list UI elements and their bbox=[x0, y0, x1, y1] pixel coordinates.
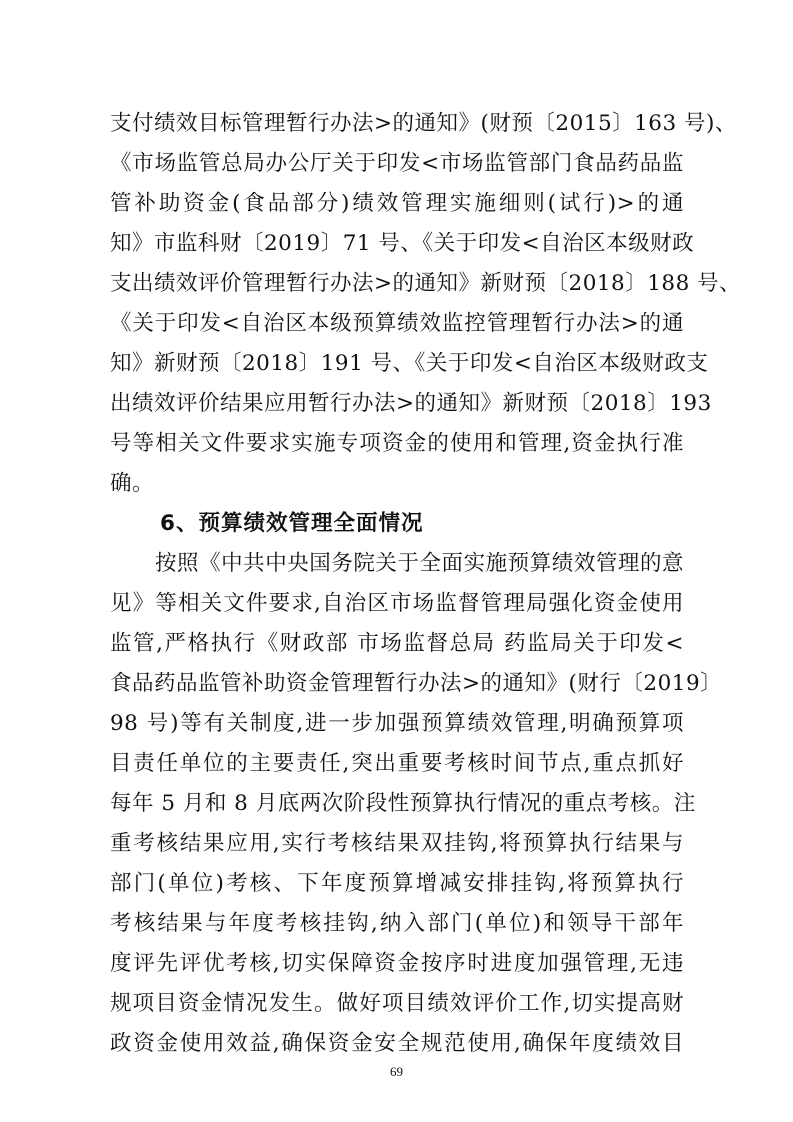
body-text-line: 度评先评优考核,切实保障资金按序时进度加强管理,无违 bbox=[110, 951, 684, 976]
section-heading: 6、预算绩效管理全面情况 bbox=[160, 511, 424, 536]
page-number: 69 bbox=[390, 1064, 403, 1079]
body-text-line: 知》市监科财〔2019〕71 号、《关于印发<自治区本级财政 bbox=[110, 231, 695, 256]
body-text-line: 政资金使用效益,确保资金安全规范使用,确保年度绩效目 bbox=[110, 1031, 684, 1056]
body-text-line: 目责任单位的主要责任,突出重要考核时间节点,重点抓好 bbox=[110, 751, 684, 776]
body-text-line: 出绩效评价结果应用暂行办法>的通知》新财预〔2018〕193 bbox=[110, 391, 712, 416]
body-text-line: 支付绩效目标管理暂行办法>的通知》(财预〔2015〕163 号)、 bbox=[110, 111, 737, 136]
body-text-line: 《关于印发<自治区本级预算绩效监控管理暂行办法>的通 bbox=[110, 311, 684, 336]
body-text-line: 见》等相关文件要求,自治区市场监督管理局强化资金使用 bbox=[110, 591, 684, 616]
body-text-line: 知》新财预〔2018〕191 号、《关于印发<自治区本级财政支 bbox=[110, 351, 709, 376]
body-text-line: 按照《中共中央国务院关于全面实施预算绩效管理的意 bbox=[155, 551, 684, 576]
body-text-line: 管补助资金(食品部分)绩效管理实施细则(试行)>的通 bbox=[110, 191, 684, 216]
body-text-line: 号等相关文件要求实施专项资金的使用和管理,资金执行准 bbox=[110, 431, 684, 456]
body-text-line: 监管,严格执行《财政部 市场监督总局 药监局关于印发< bbox=[110, 631, 684, 656]
body-text-line: 食品药品监管补助资金管理暂行办法>的通知》(财行〔2019〕 bbox=[110, 671, 723, 696]
body-text-line: 重考核结果应用,实行考核结果双挂钩,将预算执行结果与 bbox=[110, 831, 684, 856]
body-text-line: 每年 5 月和 8 月底两次阶段性预算执行情况的重点考核。注 bbox=[110, 791, 696, 816]
body-text-line: 部门(单位)考核、下年度预算增减安排挂钩,将预算执行 bbox=[110, 871, 684, 896]
body-text-line: 确。 bbox=[110, 471, 155, 496]
body-text-line: 考核结果与年度考核挂钩,纳入部门(单位)和领导干部年 bbox=[110, 911, 684, 936]
body-text-line: 支出绩效评价管理暂行办法>的通知》新财预〔2018〕188 号、 bbox=[110, 271, 742, 296]
body-text-line: 98 号)等有关制度,进一步加强预算绩效管理,明确预算项 bbox=[110, 711, 684, 736]
body-text-line: 规项目资金情况发生。做好项目绩效评价工作,切实提高财 bbox=[110, 991, 684, 1016]
body-text-line: 《市场监管总局办公厅关于印发<市场监管部门食品药品监 bbox=[110, 151, 684, 176]
